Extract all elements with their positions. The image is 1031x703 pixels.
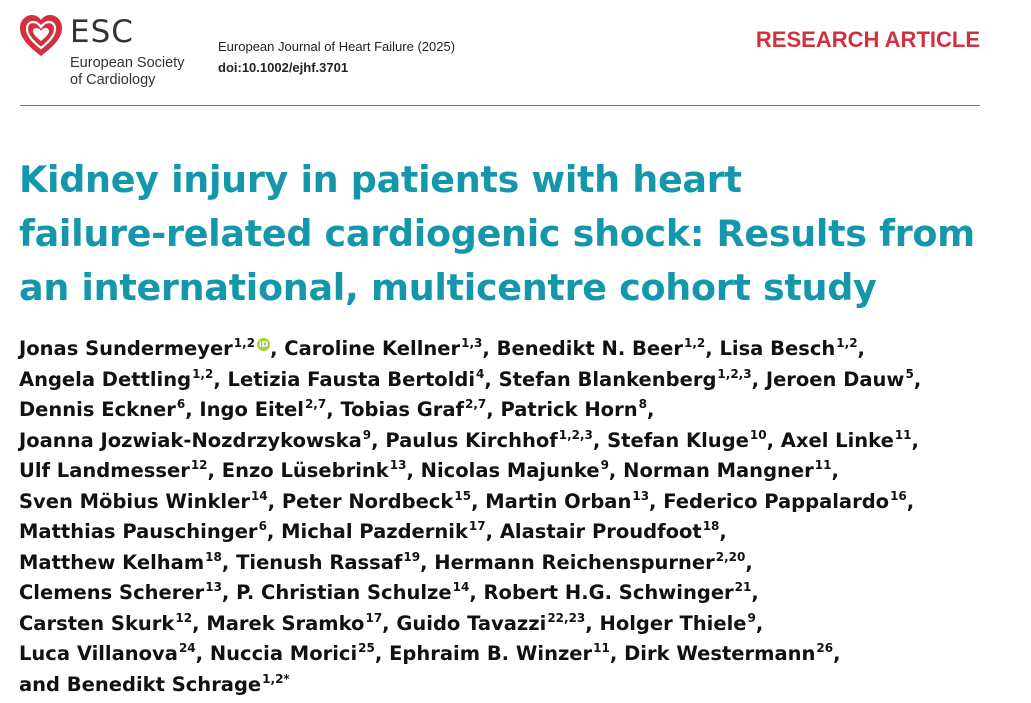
- author-separator: ,: [213, 367, 221, 391]
- heart-icon: [18, 14, 64, 60]
- author[interactable]: [19, 520, 274, 543]
- author-separator: ,: [913, 367, 922, 391]
- author-separator: ,: [485, 520, 494, 543]
- author-name: Angela Dettling: [19, 367, 192, 391]
- author-separator: ,: [751, 581, 759, 604]
- author-separator: ,: [195, 642, 204, 665]
- author-affiliation[interactable]: 10: [749, 427, 767, 442]
- author[interactable]: [607, 429, 774, 452]
- author[interactable]: [236, 581, 477, 604]
- author-separator: ,: [471, 489, 479, 513]
- author-line: [19, 456, 1019, 487]
- author-name: Dirk Westermann: [624, 642, 816, 665]
- author-separator: ,: [420, 550, 428, 574]
- author-separator: ,: [906, 489, 915, 513]
- author-affiliation[interactable]: 22,23: [547, 610, 586, 625]
- author-affiliation[interactable]: 1,2: [233, 336, 256, 350]
- author-separator: ,: [267, 489, 276, 513]
- author-separator: ,: [192, 611, 200, 635]
- author[interactable]: [499, 368, 759, 391]
- author-affiliation[interactable]: 21: [734, 580, 752, 594]
- author-affiliation[interactable]: 15: [454, 488, 472, 503]
- journal-name: European Journal of Heart Failure (2025): [218, 39, 456, 54]
- author[interactable]: [663, 490, 914, 513]
- logo-acronym: ESC: [70, 14, 134, 50]
- author-name: Robert H.G. Schwinger: [483, 581, 734, 604]
- article-title: [19, 153, 1009, 315]
- author-line: [19, 548, 1019, 579]
- author-line: [19, 578, 1019, 609]
- author-name: Tienush Rassaf: [236, 550, 403, 574]
- author-name: Dennis Eckner: [19, 398, 176, 421]
- author-affiliation[interactable]: 1,2: [192, 366, 214, 381]
- author-separator: ,: [833, 642, 841, 665]
- author-affiliation[interactable]: 6: [176, 397, 186, 411]
- author-affiliation[interactable]: 24: [178, 641, 196, 655]
- author-name: Hermann Reichenspurner: [434, 550, 715, 574]
- author[interactable]: [501, 398, 655, 421]
- author-separator: ,: [745, 550, 753, 574]
- author[interactable]: [228, 368, 492, 391]
- author-separator: ,: [221, 550, 230, 574]
- author[interactable]: [497, 337, 713, 360]
- author-separator: ,: [766, 428, 774, 452]
- header-divider: [20, 105, 980, 106]
- author-affiliation[interactable]: 1,2,3: [558, 427, 593, 442]
- author-affiliation[interactable]: 1,2*: [262, 671, 290, 686]
- author[interactable]: [719, 337, 865, 360]
- author[interactable]: [340, 398, 493, 421]
- journal-info: [218, 36, 455, 78]
- author-name: and Benedikt Schrage: [19, 672, 262, 696]
- author[interactable]: [19, 368, 221, 391]
- author-name: Stefan Kluge: [607, 428, 749, 452]
- author-name: Guido Tavazzi: [396, 611, 547, 635]
- author-name: Ingo Eitel: [199, 398, 304, 421]
- author-separator: ,: [374, 642, 383, 665]
- author-name: Jonas Sundermeyer: [19, 337, 233, 360]
- author-line: [19, 639, 1019, 670]
- author-name: Federico Pappalardo: [663, 489, 890, 513]
- author-line: [19, 365, 1019, 396]
- author-separator: ,: [221, 581, 230, 604]
- author[interactable]: [19, 398, 193, 421]
- author-affiliation[interactable]: 16: [890, 488, 907, 503]
- title-line: failure-related cardiogenic shock: Results from: [19, 212, 975, 255]
- author-affiliation[interactable]: 18: [702, 519, 720, 533]
- author-affiliation[interactable]: 17: [468, 519, 486, 533]
- author-name: Joanna Jozwiak-Nozdrzykowska: [19, 428, 362, 452]
- author[interactable]: [434, 551, 753, 574]
- author-affiliation[interactable]: 6: [258, 519, 267, 533]
- author-separator: ,: [326, 398, 334, 421]
- author-line: [19, 334, 1019, 365]
- author-affiliation[interactable]: 2,7: [465, 397, 487, 411]
- author-separator: ,: [371, 428, 379, 452]
- author-separator: ,: [649, 489, 657, 513]
- author-name: P. Christian Schulze: [236, 581, 452, 604]
- esc-logo[interactable]: [18, 12, 208, 94]
- author[interactable]: [236, 551, 427, 574]
- author-separator: ,: [482, 337, 490, 360]
- author-affiliation[interactable]: 5: [905, 366, 914, 381]
- author[interactable]: [385, 429, 600, 452]
- author-affiliation[interactable]: 2,7: [304, 397, 327, 411]
- author[interactable]: [389, 642, 617, 665]
- author[interactable]: [19, 429, 379, 452]
- author-affiliation[interactable]: 13: [389, 458, 407, 472]
- author-separator: ,: [185, 398, 193, 421]
- author-affiliation[interactable]: 11: [593, 641, 610, 655]
- author-affiliation[interactable]: 17: [365, 610, 383, 625]
- author[interactable]: [19, 551, 229, 574]
- author[interactable]: [19, 581, 229, 604]
- author[interactable]: [421, 459, 617, 482]
- author-affiliation[interactable]: 1,3: [461, 336, 483, 350]
- author-affiliation[interactable]: 14: [452, 580, 470, 594]
- author-affiliation[interactable]: 9: [747, 610, 756, 625]
- logo-society-name: [70, 55, 184, 89]
- author-separator: ,: [719, 520, 727, 543]
- author-separator: ,: [207, 459, 215, 482]
- author-name: Matthias Pauschinger: [19, 520, 258, 543]
- author-separator: ,: [266, 520, 275, 543]
- author-affiliation[interactable]: 1,2: [683, 336, 706, 350]
- author-name: Lisa Besch: [719, 337, 836, 360]
- author-line: [19, 426, 1019, 457]
- author[interactable]: [222, 459, 414, 482]
- author-name: Letizia Fausta Bertoldi: [227, 367, 476, 391]
- author[interactable]: [19, 642, 203, 665]
- author-name: Tobias Graf: [340, 398, 465, 421]
- author[interactable]: [282, 490, 479, 513]
- author-name: Paulus Kirchhof: [385, 428, 558, 452]
- author-separator: ,: [608, 459, 617, 482]
- author[interactable]: [766, 368, 921, 391]
- author-name: Stefan Blankenberg: [498, 367, 717, 391]
- author[interactable]: [19, 612, 200, 635]
- author-separator: ,: [270, 337, 278, 360]
- author-separator: ,: [484, 367, 492, 391]
- author-separator: ,: [755, 611, 764, 635]
- author-affiliation[interactable]: 9: [600, 458, 609, 472]
- author-affiliation[interactable]: 4: [476, 366, 485, 381]
- author-affiliation[interactable]: 18: [205, 549, 222, 564]
- author-affiliation[interactable]: 19: [403, 549, 421, 564]
- author-name: Martin Orban: [485, 489, 632, 513]
- author-name: Holger Thiele: [599, 611, 747, 635]
- author[interactable]: [485, 490, 656, 513]
- author-name: Ulf Landmesser: [19, 459, 190, 482]
- author-separator: ,: [469, 581, 477, 604]
- author[interactable]: [484, 581, 759, 604]
- logo-name-line1: European Society: [70, 55, 185, 71]
- author-separator: ,: [592, 428, 601, 452]
- author-affiliation[interactable]: 13: [632, 488, 650, 503]
- author[interactable]: [19, 673, 290, 696]
- author-affiliation[interactable]: 13: [205, 580, 222, 594]
- author-name: Matthew Kelham: [19, 550, 205, 574]
- author-separator: ,: [406, 459, 414, 482]
- author-list: [19, 334, 1019, 700]
- author-name: Axel Linke: [780, 428, 894, 452]
- author-affiliation[interactable]: 1,2: [836, 336, 858, 350]
- author-line: [19, 670, 1019, 701]
- author[interactable]: [600, 612, 764, 635]
- author-separator: ,: [585, 611, 593, 635]
- article-type-label: RESEARCH ARTICLE: [755, 27, 980, 52]
- title-line: an international, multicentre cohort study: [19, 266, 877, 309]
- author-affiliation[interactable]: 8: [638, 397, 647, 411]
- title-line: Kidney injury in patients with heart: [19, 158, 742, 201]
- author[interactable]: [284, 337, 490, 360]
- author[interactable]: [19, 337, 277, 360]
- author-name: Michal Pazdernik: [281, 520, 468, 543]
- author-affiliation[interactable]: 1,2,3: [717, 366, 752, 381]
- author-affiliation[interactable]: 11: [894, 427, 912, 442]
- author-separator: ,: [857, 337, 865, 360]
- author-separator: ,: [382, 611, 390, 635]
- author-name: Caroline Kellner: [284, 337, 461, 360]
- author-name: Benedikt N. Beer: [496, 337, 683, 360]
- author-affiliation[interactable]: 14: [250, 488, 268, 503]
- author-name: Luca Villanova: [19, 642, 178, 665]
- author-separator: ,: [486, 398, 494, 421]
- author-separator: ,: [831, 459, 839, 482]
- author-name: Ephraim B. Winzer: [389, 642, 593, 665]
- author-line: [19, 517, 1019, 548]
- author-name: Sven Möbius Winkler: [19, 489, 250, 513]
- author-line: [19, 487, 1019, 518]
- author-name: Nicolas Majunke: [420, 459, 600, 482]
- author[interactable]: [19, 459, 215, 482]
- author-name: Alastair Proudfoot: [499, 520, 702, 543]
- author[interactable]: [199, 398, 333, 421]
- author-separator: ,: [646, 398, 655, 421]
- author-separator: ,: [911, 428, 919, 452]
- author[interactable]: [281, 520, 493, 543]
- author[interactable]: [210, 642, 382, 665]
- author-name: Nuccia Morici: [209, 642, 358, 665]
- author-name: Marek Sramko: [206, 611, 365, 635]
- author-separator: ,: [609, 642, 618, 665]
- author-name: Clemens Scherer: [19, 581, 205, 604]
- author-name: Norman Mangner: [623, 459, 814, 482]
- author-line: [19, 395, 1019, 426]
- author-name: Peter Nordbeck: [281, 489, 454, 513]
- author-separator: ,: [705, 337, 713, 360]
- author-name: Carsten Skurk: [19, 611, 175, 635]
- author-affiliation[interactable]: 26: [816, 641, 834, 655]
- article-header: [0, 0, 1031, 110]
- author[interactable]: [781, 429, 919, 452]
- author-name: Jeroen Dauw: [765, 367, 905, 391]
- author[interactable]: [623, 459, 839, 482]
- author[interactable]: [206, 612, 389, 635]
- author-affiliation[interactable]: 25: [358, 641, 375, 655]
- author-name: Patrick Horn: [500, 398, 638, 421]
- author[interactable]: [19, 490, 275, 513]
- logo-name-line2: of Cardiology: [70, 72, 156, 88]
- author-affiliation[interactable]: 9: [362, 427, 372, 442]
- author-name: Enzo Lüsebrink: [221, 459, 389, 482]
- author-affiliation[interactable]: 11: [814, 458, 832, 472]
- author-separator: ,: [751, 367, 760, 391]
- author[interactable]: [500, 520, 727, 543]
- orcid-icon[interactable]: iD: [258, 340, 269, 349]
- author-affiliation[interactable]: 12: [190, 458, 208, 472]
- author-affiliation[interactable]: 12: [175, 610, 193, 625]
- author[interactable]: [624, 642, 840, 665]
- author-affiliation[interactable]: 2,20: [715, 549, 746, 564]
- author-line: [19, 609, 1019, 640]
- author[interactable]: [396, 612, 592, 635]
- doi-link[interactable]: doi:10.1002/ejhf.3701: [218, 60, 349, 75]
